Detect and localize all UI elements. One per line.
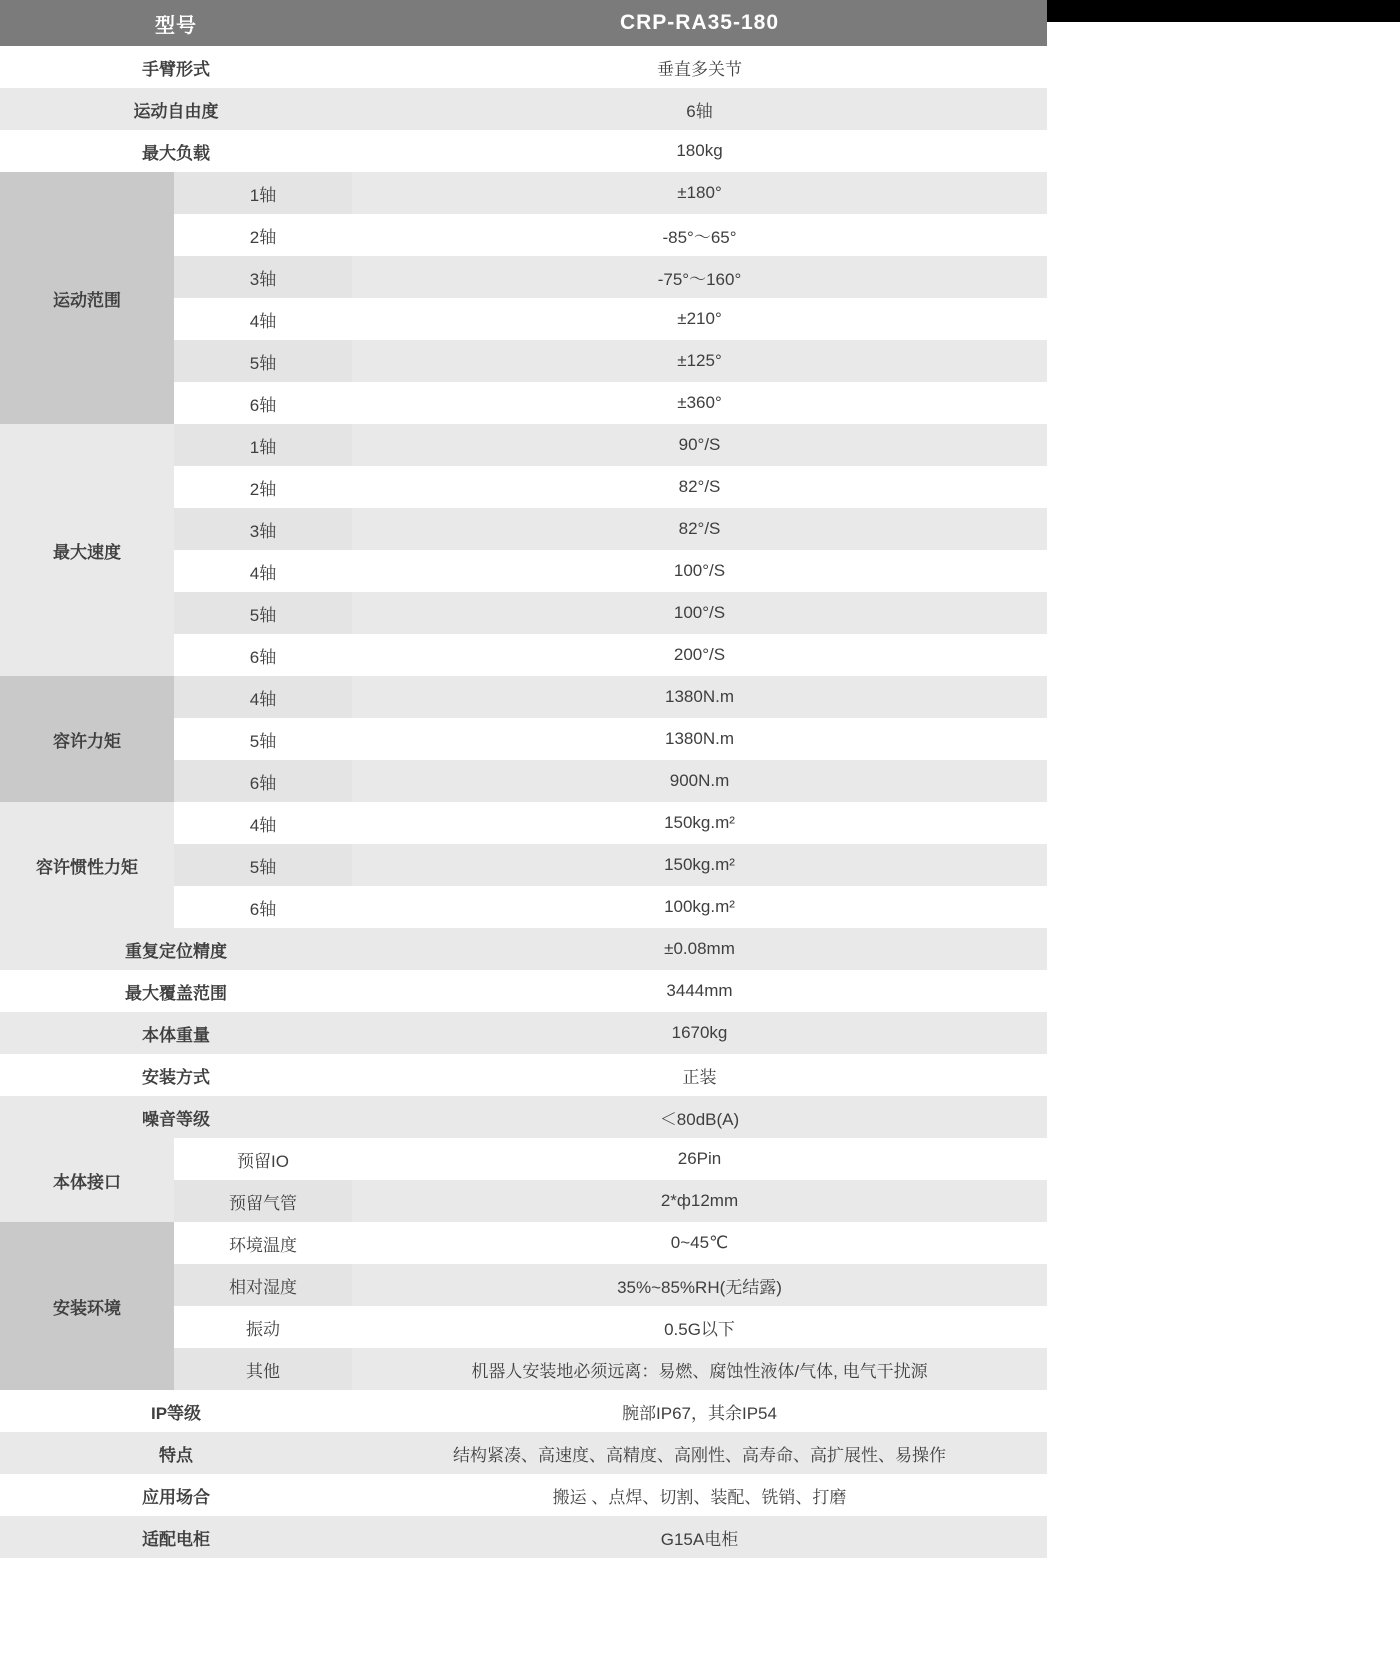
row-label: 重复定位精度 [0,928,352,970]
table-header-row [0,0,1047,46]
row-value: 机器人安装地必须远离：易燃、腐蚀性液体/气体, 电气干扰源 [352,1348,1047,1390]
row-label: 运动自由度 [0,88,352,130]
row-value: 150kg.m² [352,802,1047,844]
row-label: 应用场合 [0,1474,352,1516]
row-value: 3444mm [352,970,1047,1012]
row-value: 0~45℃ [352,1222,1047,1264]
table-row [0,1516,1047,1558]
sub-label: 5轴 [174,844,352,886]
sub-label: 预留气管 [174,1180,352,1222]
row-label: 特点 [0,1432,352,1474]
row-value: ±360° [352,382,1047,424]
table-row [0,424,1047,466]
sub-label: 6轴 [174,634,352,676]
row-value: 82°/S [352,466,1047,508]
row-value: 100°/S [352,592,1047,634]
table-row [0,928,1047,970]
row-value: 180kg [352,130,1047,172]
row-value: ±210° [352,298,1047,340]
row-value: 结构紧凑、高速度、高精度、高刚性、高寿命、高扩展性、易操作 [352,1432,1047,1474]
table-row [0,1222,1047,1264]
sub-label: 4轴 [174,298,352,340]
row-value: 0.5G以下 [352,1306,1047,1348]
sub-label: 6轴 [174,886,352,928]
row-value: 100°/S [352,550,1047,592]
row-value: 82°/S [352,508,1047,550]
row-label: 本体重量 [0,1012,352,1054]
table-row [0,676,1047,718]
group-label-max-speed: 最大速度 [0,424,174,676]
sub-label: 环境温度 [174,1222,352,1264]
row-label: 安装方式 [0,1054,352,1096]
sub-label: 1轴 [174,172,352,214]
row-value: 200°/S [352,634,1047,676]
table-row [0,970,1047,1012]
row-label: 最大覆盖范围 [0,970,352,1012]
row-value: ±125° [352,340,1047,382]
row-label: 噪音等级 [0,1096,352,1138]
row-value: 35%~85%RH(无结露) [352,1264,1047,1306]
row-value: -85°～65° [352,214,1047,256]
table-row [0,1096,1047,1138]
group-label-motion-range: 运动范围 [0,172,174,424]
row-value: 2*ф12mm [352,1180,1047,1222]
sub-label: 2轴 [174,214,352,256]
sub-label: 相对湿度 [174,1264,352,1306]
top-right-black-bar [1047,0,1400,22]
sub-label: 5轴 [174,592,352,634]
row-value: ＜80dB(A) [352,1096,1047,1138]
row-value: ±180° [352,172,1047,214]
row-value: 1380N.m [352,676,1047,718]
sub-label: 4轴 [174,676,352,718]
table-row [0,1138,1047,1180]
table-row [0,172,1047,214]
table-row [0,1432,1047,1474]
table-row [0,1012,1047,1054]
row-value: 1670kg [352,1012,1047,1054]
table-row [0,802,1047,844]
sub-label: 6轴 [174,760,352,802]
row-value: ±0.08mm [352,928,1047,970]
row-value: 垂直多关节 [352,46,1047,88]
row-label: IP等级 [0,1390,352,1432]
header-model: CRP-RA35-180 [352,0,1047,46]
table-row [0,88,1047,130]
sub-label: 2轴 [174,466,352,508]
row-value: 150kg.m² [352,844,1047,886]
row-value: G15A电柜 [352,1516,1047,1558]
sub-label: 3轴 [174,508,352,550]
table-row [0,1390,1047,1432]
sub-label: 5轴 [174,718,352,760]
sub-label: 预留IO [174,1138,352,1180]
row-value: 100kg.m² [352,886,1047,928]
sub-label: 其他 [174,1348,352,1390]
row-label: 最大负载 [0,130,352,172]
row-value: 腕部IP67，其余IP54 [352,1390,1047,1432]
row-value: 900N.m [352,760,1047,802]
table-row [0,1474,1047,1516]
group-label-install-env: 安装环境 [0,1222,174,1390]
sub-label: 4轴 [174,802,352,844]
header-label: 型号 [0,0,352,46]
row-value: 90°/S [352,424,1047,466]
row-value: 正装 [352,1054,1047,1096]
row-value: 1380N.m [352,718,1047,760]
row-value: -75°～160° [352,256,1047,298]
table-row [0,46,1047,88]
group-label-allowable-inertia: 容许惯性力矩 [0,802,174,928]
sub-label: 5轴 [174,340,352,382]
row-value: 26Pin [352,1138,1047,1180]
sub-label: 振动 [174,1306,352,1348]
row-value: 搬运 、点焊、切割、装配、铣销、打磨 [352,1474,1047,1516]
sub-label: 3轴 [174,256,352,298]
sub-label: 6轴 [174,382,352,424]
group-label-body-interface: 本体接口 [0,1138,174,1222]
row-label: 适配电柜 [0,1516,352,1558]
row-value: 6轴 [352,88,1047,130]
sub-label: 4轴 [174,550,352,592]
sub-label: 1轴 [174,424,352,466]
table-row [0,1054,1047,1096]
row-label: 手臂形式 [0,46,352,88]
top-right-white-bar [1047,22,1400,46]
group-label-allowable-torque: 容许力矩 [0,676,174,802]
table-row [0,130,1047,172]
